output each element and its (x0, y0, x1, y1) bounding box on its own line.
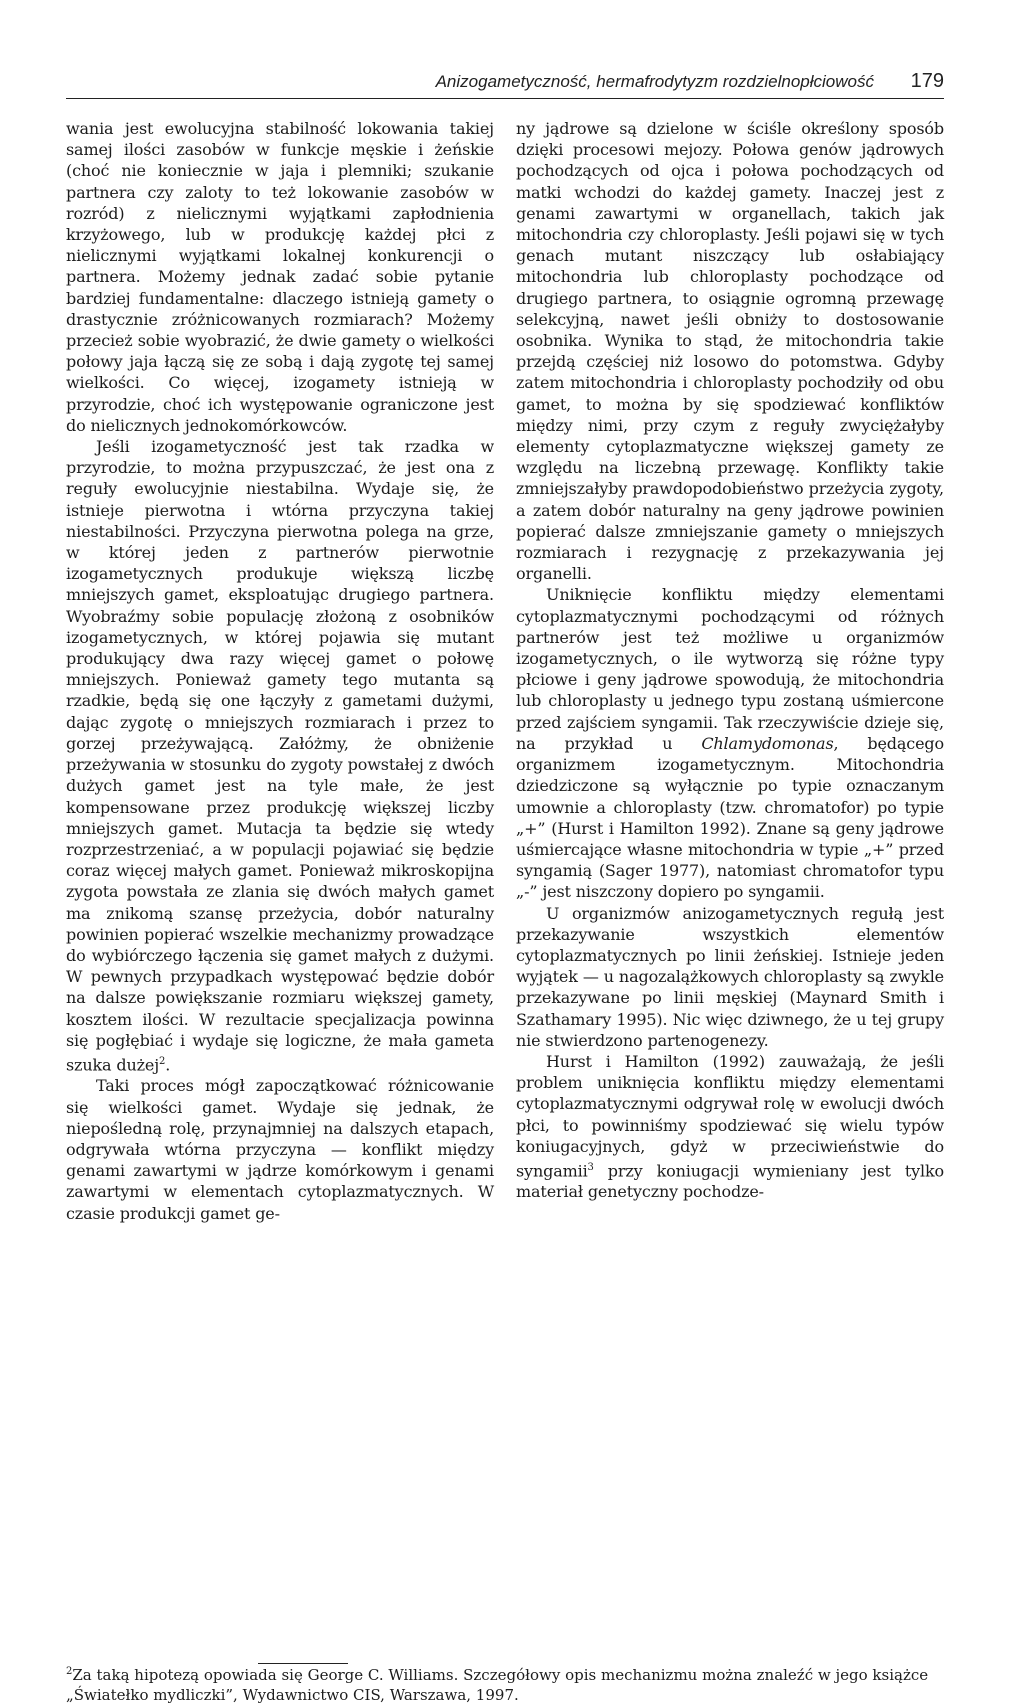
running-header-title: Anizogametyczność, hermafrodytyzm rozdzielnopłciowość (435, 72, 874, 91)
left-paragraph-1: wania jest ewolucyjna stabilność lokowania takiej samej ilości zasobów w funkcje męskie i żeńskie (choć nie koniecznie w jaja i plemniki; szukanie partnera czy zaloty to też lokowanie zasobów w rozród) z nielicznymi wyjątkami zapłodnienia krzyżowego, lub w produkcję każdej płci z nielicznymi wyjątkami lokalnej konkurencji o partnera. Możemy jednak zadać sobie pytanie bardziej fundamentalne: dlaczego istnieją gamety o drastycznie zróżnicowanych rozmiarach? Możemy przecież sobie wyobrazić, że dwie gamety o wielkości połowy jaja łączą się ze sobą i dają zygotę tej samej wielkości. Co więcej, izogamety istnieją w przyrodzie, choć ich występowanie ograniczone jest do nielicznych jednokomórkowców. (66, 119, 494, 435)
right-paragraph-2-text-a: Uniknięcie konfliktu między elementami cytoplazmatycznymi pochodzącymi od różnych partnerów jest też możliwe u organizmów izogametycznych, o ile wytworzą się różne typy płciowe i geny jądrowe spowodują, że mitochondria lub chloroplasty u jednego typu zostaną uśmiercone przed zajściem syngamii. Tak rzeczywiście dzieje się, na przykład u (516, 585, 944, 753)
footnote (66, 1662, 944, 1705)
genus-name: Chlamydomonas (701, 733, 834, 753)
left-paragraph-2-end: . (165, 1055, 171, 1075)
right-paragraph-4-text-a: Hurst i Hamilton (1992) zauważają, że jeśli problem uniknięcia konfliktu między elementami cytoplazmatycznymi odgrywał rolę w ewolucji dwóch płci, to powinniśmy spodziewać się wielu typów koniugacyjnych, gdyż w przeciwieństwie do syngamii (516, 1051, 944, 1181)
right-paragraph-4 (516, 1051, 944, 1203)
right-paragraph-2 (516, 584, 944, 902)
left-paragraph-2 (66, 436, 494, 1075)
footnote-text: Za taką hipotezą opowiada się George C. Williams. Szczegółowy opis mechanizmu można znaleźć w jego książce „Światełko mydliczki”, Wydawnictwo CIS, Warszawa, 1997. (66, 1666, 929, 1704)
right-column (516, 118, 944, 1203)
footnote-2 (66, 1662, 944, 1705)
footnote-marker: 2 (66, 1666, 73, 1677)
right-paragraph-1: ny jądrowe są dzielone w ściśle określony sposób dzięki procesowi mejozy. Połowa genów jądrowych pochodzących od ojca i połowa pochodzących od matki wchodzi do każdej gamety. Inaczej jest z genami zawartymi w organellach, takich jak mitochondria czy chloroplasty. Jeśli pojawi się w tych genach mutant niszczący lub osłabiający mitochondria lub chloroplasty pochodzące od drugiego partnera, to osiągnie ogromną przewagę selekcyjną, nawet jeśli obniży to dostosowanie osobnika. Wynika to stąd, że mitochondria takie przejdą częściej niż losowo do potomstwa. Gdyby zatem mitochondria i chloroplasty pochodziły od obu gamet, to można by się spodziewać konfliktów między nimi, przy czym z reguły zwyciężałyby elementy cytoplazmatyczne większej gamety ze względu na liczebną przewagę. Konflikty takie zmniejszałyby prawdopodobieństwo przeżycia zygoty, a zatem dobór naturalny na geny jądrowe powinien popierać dalsze zmniejszanie gamety o mniejszych rozmiarach i rezygnację z przekazywania jej organelli. (516, 119, 944, 584)
right-paragraph-2-text-b: , będącego organizmem izogametycznym. Mitochondria dziedziczone są wyłącznie po typie oznaczanym umownie a chloroplasty (tzw. chromatofor) po typie „+” (Hurst i Hamilton 1992). Znane są geny jądrowe uśmiercające własne mitochondria w typie „+” przed syngamią (Sager 1977), natomiast chromatofor typu „-” jest niszczony dopiero po syngamii. (516, 733, 944, 902)
footnote-ref-3[interactable]: 3 (587, 1161, 594, 1173)
right-paragraph-3: U organizmów anizogametycznych regułą jest przekazywanie wszystkich elementów cytoplazmatycznych po linii żeńskiej. Istnieje jeden wyjątek — u nagozalążkowych chloroplasty są zwykle przekazywane po linii męskiej (Maynard Smith i Szathamary 1995). Nic więc dziwnego, że u tej grupy nie stwierdzono partenogenezy. (516, 903, 944, 1050)
page-number: 179 (910, 70, 944, 92)
footnote-ref-2[interactable]: 2 (159, 1055, 166, 1067)
left-paragraph-3: Taki proces mógł zapoczątkować różnicowanie się wielkości gamet. Wydaje się jednak, że niepośledną rolę, przynajmniej na dalszych etapach, odgrywała wtórna przyczyna — konflikt między genami zawartymi w jądrze komórkowym i genami zawartymi w elementach cytoplazmatycznych. W czasie produkcji gamet ge- (66, 1076, 494, 1223)
left-column (66, 118, 494, 1224)
left-paragraph-2-text: Jeśli izogametyczność jest tak rzadka w przyrodzie, to można przypuszczać, że jest ona z reguły ewolucyjnie niestabilna. Wydaje się, że istnieje pierwotna i wtórna przyczyna takiej niestabilności. Przyczyna pierwotna polega na grze, w której jeden z partnerów pierwotnie izogametycznych produkuje większą liczbę mniejszych gamet, eksploatując drugiego partnera. Wyobraźmy sobie populację złożoną z osobników izogametycznych, w której pojawia się mutant produkujący dwa razy więcej gamet o połowę mniejszych. Ponieważ gamety tego mutanta są rzadkie, będą się one łączyły z gametami dużymi, dając zygotę o mniejszych rozmiarach i przez to gorzej przeżywającą. Załóżmy, że obniżenie przeżywania w stosunku do zygoty powstałej z dwóch dużych gamet jest na tyle małe, że jest kompensowane przez produkcję większej liczby mniejszych gamet. Mutacja ta będzie się wtedy rozprzestrzeniać, a w populacji pojawiać się będzie coraz więcej małych gamet. Ponieważ mikroskopijna zygota powstała ze zlania się dwóch małych gamet ma znikomą szansę przeżycia, dobór naturalny powinien popierać wszelkie mechanizmy prowadzące do wybiórczego łączenia się gamet małych z dużymi. W pewnych przypadkach występować będzie dobór na dalsze powiększanie rozmiaru większej gamety, kosztem ilości. W rezultacie specjalizacja powinna się pogłębiać i wydaje się logiczne, że mała gameta szuka dużej (66, 437, 494, 1075)
right-paragraph-4-text-b: przy koniugacji wymieniany jest tylko materiał genetyczny pochodze- (516, 1161, 944, 1202)
running-header (66, 70, 944, 99)
